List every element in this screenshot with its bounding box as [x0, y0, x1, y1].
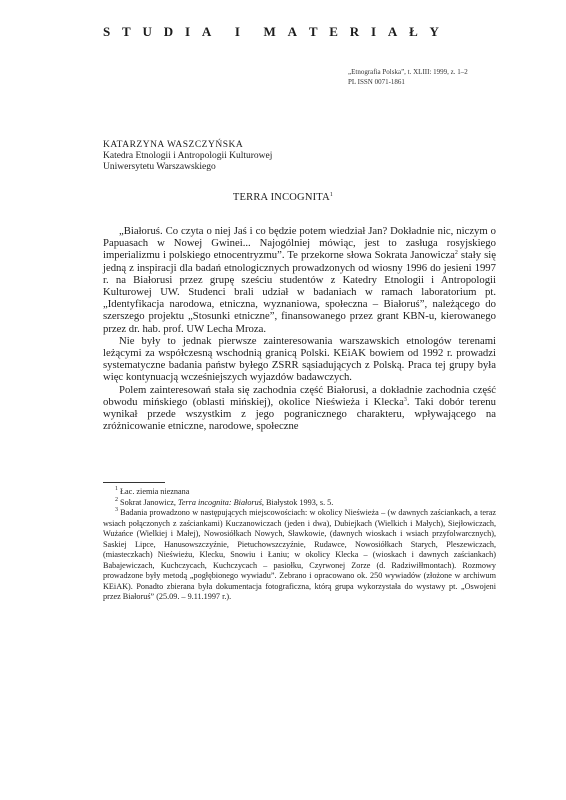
- series-letter: M: [263, 24, 276, 39]
- footnote: [103, 487, 496, 498]
- series-letter: A: [287, 24, 297, 39]
- article-title-text: TERRA INCOGNITA: [232, 192, 330, 203]
- body-paragraph: [103, 225, 496, 335]
- journal-citation: „Etnografia Polska”, t. XLIII: 1999, z. 1–2: [348, 68, 468, 76]
- series-letter: R: [349, 24, 360, 39]
- series-letter: Ł: [409, 24, 418, 39]
- series-letter: S: [103, 24, 111, 39]
- series-letter: U: [142, 24, 152, 39]
- body-text: „Białoruś. Co czyta o niej Jaś i co będzie potem wiedział Jan? Dokładnie nic, niczym o Papuasach w Nowej Gwinei... Najogólniej mówiąc, jest to zasługa rosyjskiego imperializmu i polskiego etnocentryzmu”. Te przekorne słowa Sokrata Janowicza: [103, 225, 496, 262]
- footnote-text: Badania prowadzono w następujących miejscowościach: w okolicy Nieświeża – (w dawnych zaściankach, a teraz wsiach połączonych z zaściankami) Kuczanowiczach (jeden i dwa), Dubiejkach (Wielkich i Małych), Siejłowiczach, Wużańce (Wielkiej i Małej), Nowosiółkach Nowych, Sławkowie, (dawnych wioskach i wsiach przyfolwarcznych), Saskiej Lipce, Hanusowszczyźnie, Pietuchowszczyźnie, Rudawce, Nowosiółkach Starych, Pleszewiczach, (miasteczkach) Nieświeżu, Klecku, Snowiu i Łaniu; w okolicy Klecka – (wioskach i dawnych zaściankach) Babajewiczach, Kuchczycach, Kuchczycach – pasiołku, Czyrwonej Zorze (d. Radziwiłłmontach). Rozmowy prowadzone były metodą „pogłębionego wywiadu”. Zebrano i opracowano ok. 250 wywiadów (złożone w archiwum KEiAK). Ponadto zbierana była dokumentacja fotograficzna, którą grupa wykorzystała do wystawy pt. „Oswojeni przez Białoruś” (25.09. – 9.11.1997 r.).: [103, 508, 496, 601]
- series-letter: D: [163, 24, 174, 39]
- footnote-text: Sokrat Janowicz,: [118, 497, 179, 507]
- footnote-ref: 2: [454, 250, 458, 257]
- article-body: [103, 225, 496, 432]
- series-letter: T: [122, 24, 131, 39]
- series-letter: I: [234, 24, 240, 39]
- footnote-number: 3: [115, 507, 118, 513]
- footnote-text: , Białystok 1993, s. 5.: [261, 497, 334, 507]
- footnote-text: Łac. ziemia nieznana: [118, 487, 190, 496]
- series-letter: E: [329, 24, 338, 39]
- series-letter: A: [201, 24, 212, 39]
- footnote-ref: 1: [329, 192, 334, 198]
- series-letter: I: [184, 24, 190, 39]
- footnote-number: 1: [115, 486, 118, 492]
- author-block: [103, 140, 272, 173]
- footnote: [103, 498, 496, 509]
- cited-title: Terra incognita: Białoruś: [178, 497, 262, 507]
- series-heading: [103, 24, 439, 40]
- publication-info: [348, 67, 498, 87]
- footnotes: [103, 487, 496, 603]
- footnote-ref: 3: [403, 396, 407, 403]
- series-letter: A: [387, 24, 398, 39]
- author-name: KATARZYNA WASZCZYŃSKA: [103, 140, 244, 150]
- footnote-number: 2: [115, 496, 118, 503]
- footnote-divider: [103, 482, 165, 483]
- body-paragraph: [103, 335, 496, 384]
- series-letter: T: [308, 24, 318, 39]
- series-letter: Y: [429, 24, 439, 39]
- body-paragraph: [103, 384, 496, 433]
- body-text: . Taki dobór terenu wynikał przede wszystkim z jego pogranicznego charakteru, wpływającego na zróżnicowanie etniczne, narodowe, społeczne: [103, 395, 496, 433]
- author-affiliation: Uniwersytetu Warszawskiego: [103, 162, 216, 172]
- author-affiliation: Katedra Etnologii i Antropologii Kulturowej: [103, 151, 273, 161]
- article-title: [0, 192, 566, 203]
- footnote: [103, 508, 496, 603]
- series-letter: I: [370, 24, 377, 39]
- body-text: Nie były to jednak pierwsze zainteresowania warszawskich etnologów terenami leżącymi za współczesną wschodnią granicą Polski. KEiAK bowiem od 1992 r. prowadzi systematyczne badania państw byłego ZSRR sąsiadujących z Polską. Praca tej grupy była więc kontynuacją wcześniejszych wyjazdów badawczych.: [103, 334, 496, 384]
- issn: PL ISSN 0071-1861: [348, 78, 405, 86]
- body-text: stały się jedną z inspiracji dla badań etnologicznych prowadzonych od wiosny 1996 do jesieni 1997 r. na Białorusi przez grupę sześciu studentów z Katedry Etnologii i Antropologii Kulturowej UW. Studenci brali udział w badaniach w ramach laboratorium pt. „Identyfikacja narodowa, etniczna, wyznaniowa, społeczna – Białoruś”, należącego do szerszego projektu „Stosunki etniczne”, finansowanego przez grant KBN-u, kierowanego przez dr. hab. prof. UW Lecha Mroza.: [103, 249, 497, 335]
- body-text: Polem zainteresowań stała się zachodnia część Białorusi, a dokładnie zachodnia część obwodu mińskiego (oblasti mińskiej), okolice Nieświeża i Klecka: [103, 383, 496, 408]
